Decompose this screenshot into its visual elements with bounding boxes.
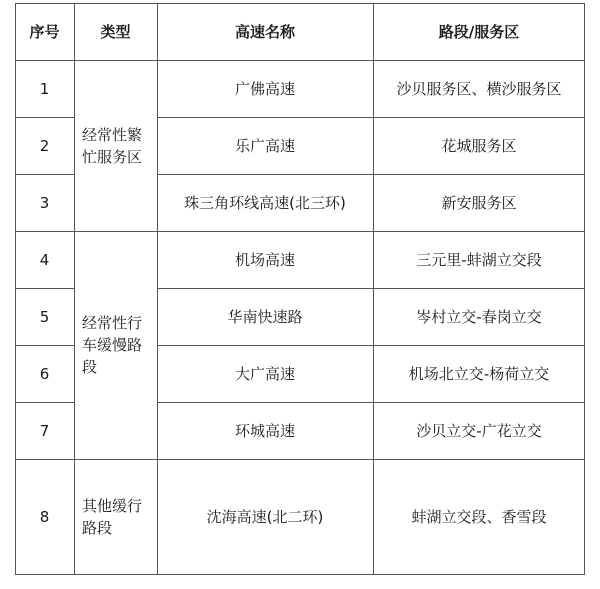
table-row-divider [157, 174, 585, 175]
table-row-divider [157, 345, 585, 346]
header-highway-name: 高速名称 [234, 22, 295, 41]
table-column-divider [74, 3, 75, 574]
row-number: 8 [39, 507, 50, 526]
table-row-divider [15, 174, 74, 175]
table-row-divider [15, 288, 74, 289]
segment-name: 机场北立交-杨荷立交 [408, 364, 550, 383]
header-number: 序号 [29, 22, 60, 41]
highway-name: 环城高速 [234, 421, 295, 440]
row-number: 5 [39, 307, 50, 326]
table-row-divider [157, 402, 585, 403]
row-number: 4 [39, 250, 50, 269]
table-row-divider [157, 117, 585, 118]
type-group-label: 其他缓行 路段 [82, 496, 143, 537]
table-row-divider [15, 345, 74, 346]
type-group-label: 经常性行 车缓慢路 段 [82, 314, 143, 376]
header-type: 类型 [100, 22, 131, 41]
table-row-divider [15, 3, 585, 4]
header-segment: 路段/服务区 [438, 22, 520, 41]
type-group-label: 经常性繁 忙服务区 [82, 125, 143, 166]
highway-name: 珠三角环线高速(北三环) [184, 193, 346, 212]
segment-name: 新安服务区 [441, 193, 517, 212]
table-row-divider [157, 288, 585, 289]
highway-name: 机场高速 [234, 250, 295, 269]
table-row-divider [15, 231, 585, 232]
table-row-divider [15, 117, 74, 118]
table-row-divider [15, 574, 585, 575]
highway-name: 广佛高速 [234, 79, 295, 98]
table-row-divider [15, 60, 585, 61]
row-number: 7 [39, 421, 50, 440]
table-row-divider [15, 459, 585, 460]
segment-name: 三元里-蚌湖立交段 [416, 250, 542, 269]
table-row-divider [15, 402, 74, 403]
row-number: 6 [39, 364, 50, 383]
segment-name: 花城服务区 [441, 136, 517, 155]
table-column-divider [15, 3, 16, 574]
highway-congestion-table [15, 3, 585, 574]
table-column-divider [584, 3, 585, 574]
row-number: 2 [39, 136, 50, 155]
highway-name: 沈海高速(北二环) [206, 507, 324, 526]
segment-name: 岑村立交-春岗立交 [416, 307, 542, 326]
table-column-divider [157, 3, 158, 574]
segment-name: 蚌湖立交段、香雪段 [411, 507, 547, 526]
segment-name: 沙贝立交-广花立交 [416, 421, 542, 440]
table-column-divider [373, 3, 374, 574]
row-number: 3 [39, 193, 50, 212]
row-number: 1 [39, 79, 50, 98]
highway-name: 乐广高速 [234, 136, 295, 155]
highway-name: 大广高速 [234, 364, 295, 383]
segment-name: 沙贝服务区、横沙服务区 [396, 79, 562, 98]
highway-name: 华南快速路 [227, 307, 303, 326]
